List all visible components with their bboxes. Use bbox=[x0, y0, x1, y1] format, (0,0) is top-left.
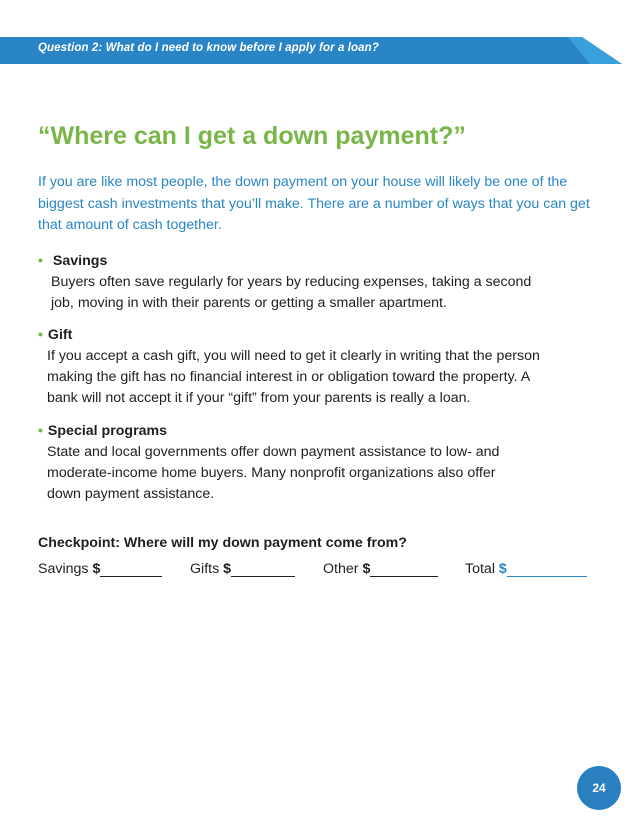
gifts-field[interactable] bbox=[190, 560, 295, 577]
section-savings bbox=[38, 251, 618, 314]
other-field[interactable] bbox=[323, 560, 438, 577]
section-title: Special programs bbox=[47, 423, 167, 439]
section-special-programs bbox=[38, 421, 618, 505]
bullet-icon: • bbox=[38, 253, 43, 269]
page-number-badge bbox=[577, 766, 621, 810]
checkpoint-question: Checkpoint: Where will my down payment come from? bbox=[38, 535, 407, 551]
intro-paragraph: If you are like most people, the down payment on your house will likely be one of the biggest cash investments that you’ll make. There are a number of ways that you can get that amount of cash together. bbox=[38, 174, 590, 233]
dollar-sign: $ bbox=[223, 561, 232, 577]
section-title: Savings bbox=[52, 253, 108, 269]
field-label: Other bbox=[323, 561, 359, 577]
total-field[interactable] bbox=[465, 560, 587, 577]
section-line: State and local governments offer down payment assistance to low- and bbox=[47, 444, 500, 460]
section-heading bbox=[38, 421, 618, 442]
dollar-sign: $ bbox=[362, 561, 371, 577]
bullet-icon: • bbox=[38, 327, 43, 343]
gifts-blank[interactable] bbox=[231, 560, 295, 577]
savings-blank[interactable] bbox=[100, 560, 162, 577]
section-line: moderate-income home buyers. Many nonprofit organizations also offer bbox=[47, 465, 496, 481]
field-label: Gifts bbox=[190, 561, 220, 577]
total-blank[interactable] bbox=[507, 560, 587, 577]
section-title: Gift bbox=[47, 327, 73, 343]
other-blank[interactable] bbox=[370, 560, 438, 577]
section-heading bbox=[38, 325, 618, 346]
section-line: job, moving in with their parents or getting a smaller apartment. bbox=[51, 295, 447, 311]
section-line: down payment assistance. bbox=[47, 486, 215, 502]
section-line: If you accept a cash gift, you will need to get it clearly in writing that the person bbox=[47, 348, 540, 364]
field-label: Savings bbox=[38, 561, 89, 577]
section-line: bank will not accept it if your “gift” from your parents is really a loan. bbox=[47, 390, 471, 406]
header-question: Question 2: What do I need to know before I apply for a loan? bbox=[38, 42, 379, 54]
page-title: “Where can I get a down payment?” bbox=[38, 122, 466, 150]
field-label: Total bbox=[465, 561, 495, 577]
section-gift bbox=[38, 325, 618, 409]
savings-field[interactable] bbox=[38, 560, 162, 577]
section-heading bbox=[38, 251, 618, 272]
section-line: making the gift has no financial interest in or obligation toward the property. A bbox=[47, 369, 531, 385]
dollar-sign: $ bbox=[92, 561, 101, 577]
page-number: 24 bbox=[592, 781, 606, 795]
bullet-icon: • bbox=[38, 423, 43, 439]
section-line: Buyers often save regularly for years by reducing expenses, taking a second bbox=[51, 274, 532, 290]
dollar-sign: $ bbox=[498, 561, 507, 577]
